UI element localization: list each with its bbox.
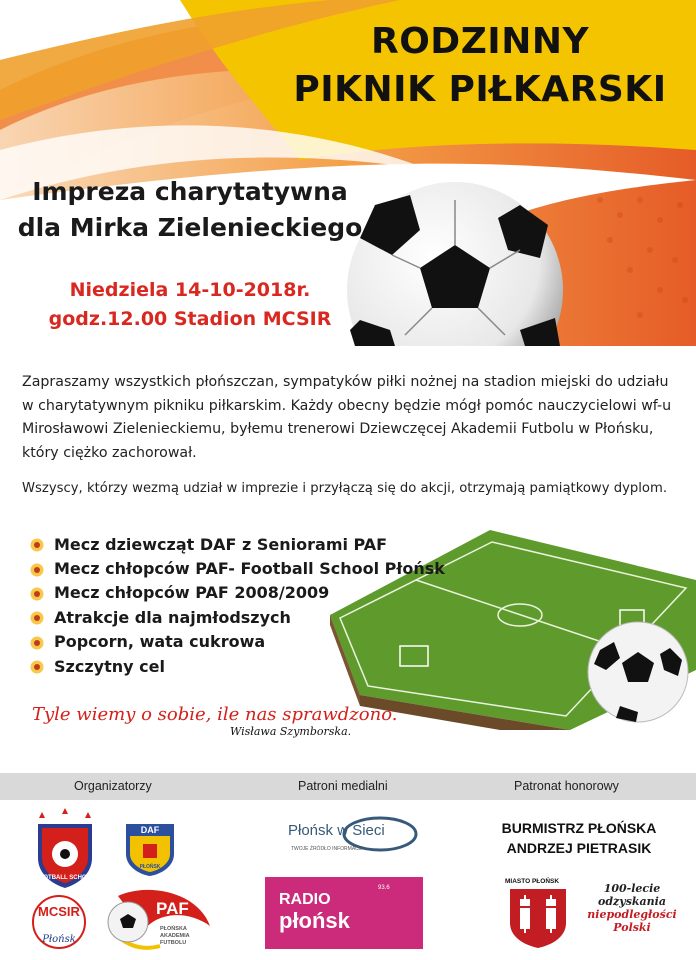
media-patrons-label: Patroni medialni: [298, 779, 388, 793]
mini-ball-icon: [30, 659, 44, 673]
title-line-2: PIKNIK PIŁKARSKI: [293, 69, 667, 110]
mayor-patron: [494, 818, 664, 858]
event-title: [280, 18, 680, 114]
list-item: Atrakcje dla najmłodszych: [30, 605, 445, 629]
mini-ball-icon: [30, 635, 44, 649]
mcsir-logo: [26, 894, 92, 954]
centenary-line-3: niepodległości: [587, 908, 677, 921]
football-school-logo: [30, 808, 100, 890]
event-subtitle: [10, 174, 370, 246]
time-line: godz.12.00 Stadion MCSIR: [48, 308, 332, 330]
honorary-patronage-label: Patronat honorowy: [514, 779, 619, 793]
daf-text: DAF: [140, 825, 160, 835]
mayor-name: ANDRZEJ PIETRASIK: [506, 840, 652, 856]
paf-logo: [98, 886, 216, 954]
title-line-1: RODZINNY: [370, 21, 590, 62]
plonsk-w-sieci-tagline: TWOJE ŹRÓDŁO INFORMACJI: [291, 846, 363, 852]
radio-label: RADIO: [279, 891, 331, 908]
list-item: Popcorn, wata cukrowa: [30, 630, 445, 654]
soccer-ball-small-icon: [588, 622, 688, 722]
hero-banner: [0, 0, 696, 346]
radio-plonsk-logo: [265, 877, 423, 949]
mini-ball-icon: [30, 537, 44, 551]
city-label: MIASTO PŁOŃSK: [505, 878, 560, 885]
intro-paragraph-2: Wszyscy, którzy wezmą udział w imprezie i przyłączą się do akcji, otrzymają pamiątkowy dyplom.: [22, 481, 668, 496]
list-item: Mecz chłopców PAF- Football School Płońsk: [30, 556, 445, 580]
soccer-ball-icon: [347, 182, 563, 346]
mini-ball-icon: [30, 610, 44, 624]
organizers-label: Organizatorzy: [74, 779, 152, 793]
intro-text: [22, 371, 682, 513]
list-item: Mecz dziewcząt DAF z Seniorami PAF: [30, 532, 445, 556]
list-item: Szczytny cel: [30, 654, 445, 678]
attractions-list: [30, 532, 445, 678]
subtitle-line-2: dla Mirka Zielenieckiego: [17, 213, 363, 242]
mcsir-city-text: Płońsk: [42, 934, 76, 945]
sponsor-header-bar: [0, 773, 696, 800]
radio-city: płońsk: [279, 908, 350, 933]
plonsk-w-sieci-logo: Płońsk w Sieci: [288, 822, 385, 839]
intro-paragraph-1: Zapraszamy wszystkich płońszczan, sympatyków piłki nożnej na stadion miejski do udziału w charytatywnym pikniku piłkarskim. Każdy obecny będzie mógł pomóc nauczycielowi wf-u Mirosławowi Zielenieckiemu, byłemu trenerowi Dziewczęcej Akademii Futbolu w Płońsku, który ciężko zachorował.: [22, 374, 672, 461]
date-line: Niedziela 14-10-2018r.: [69, 279, 311, 301]
centenary-line-4: Polski: [613, 921, 651, 934]
city-coat-of-arms-icon: [508, 887, 568, 949]
paf-sub-2: AKADEMIA: [160, 933, 190, 939]
paf-sub-3: FUTBOLU: [160, 940, 187, 946]
daf-logo: [122, 820, 178, 876]
subtitle-line-1: Impreza charytatywna: [32, 177, 348, 206]
paf-text: PAF: [156, 899, 189, 918]
event-date: [40, 276, 340, 334]
daf-city-text: PŁOŃSK: [139, 864, 161, 870]
quote-author: Wisława Szymborska.: [230, 725, 352, 738]
mini-ball-icon: [30, 562, 44, 576]
mini-ball-icon: [30, 586, 44, 600]
football-school-text: FOOTBALL SCHOOL: [35, 875, 95, 881]
centenary-line-2: odzyskania: [598, 895, 666, 908]
centenary-line-1: 100-lecie: [603, 882, 661, 895]
radio-frequency: 93.6: [378, 885, 390, 891]
mayor-title: BURMISTRZ PŁOŃSKA: [501, 820, 657, 836]
quote-text: Tyle wiemy o sobie, ile nas sprawdzono.: [32, 704, 398, 725]
paf-sub-1: PŁOŃSKA: [160, 926, 187, 932]
list-item: Mecz chłopców PAF 2008/2009: [30, 581, 445, 605]
mcsir-text: MCSIR: [38, 904, 80, 919]
centenary-logo: [578, 882, 686, 934]
